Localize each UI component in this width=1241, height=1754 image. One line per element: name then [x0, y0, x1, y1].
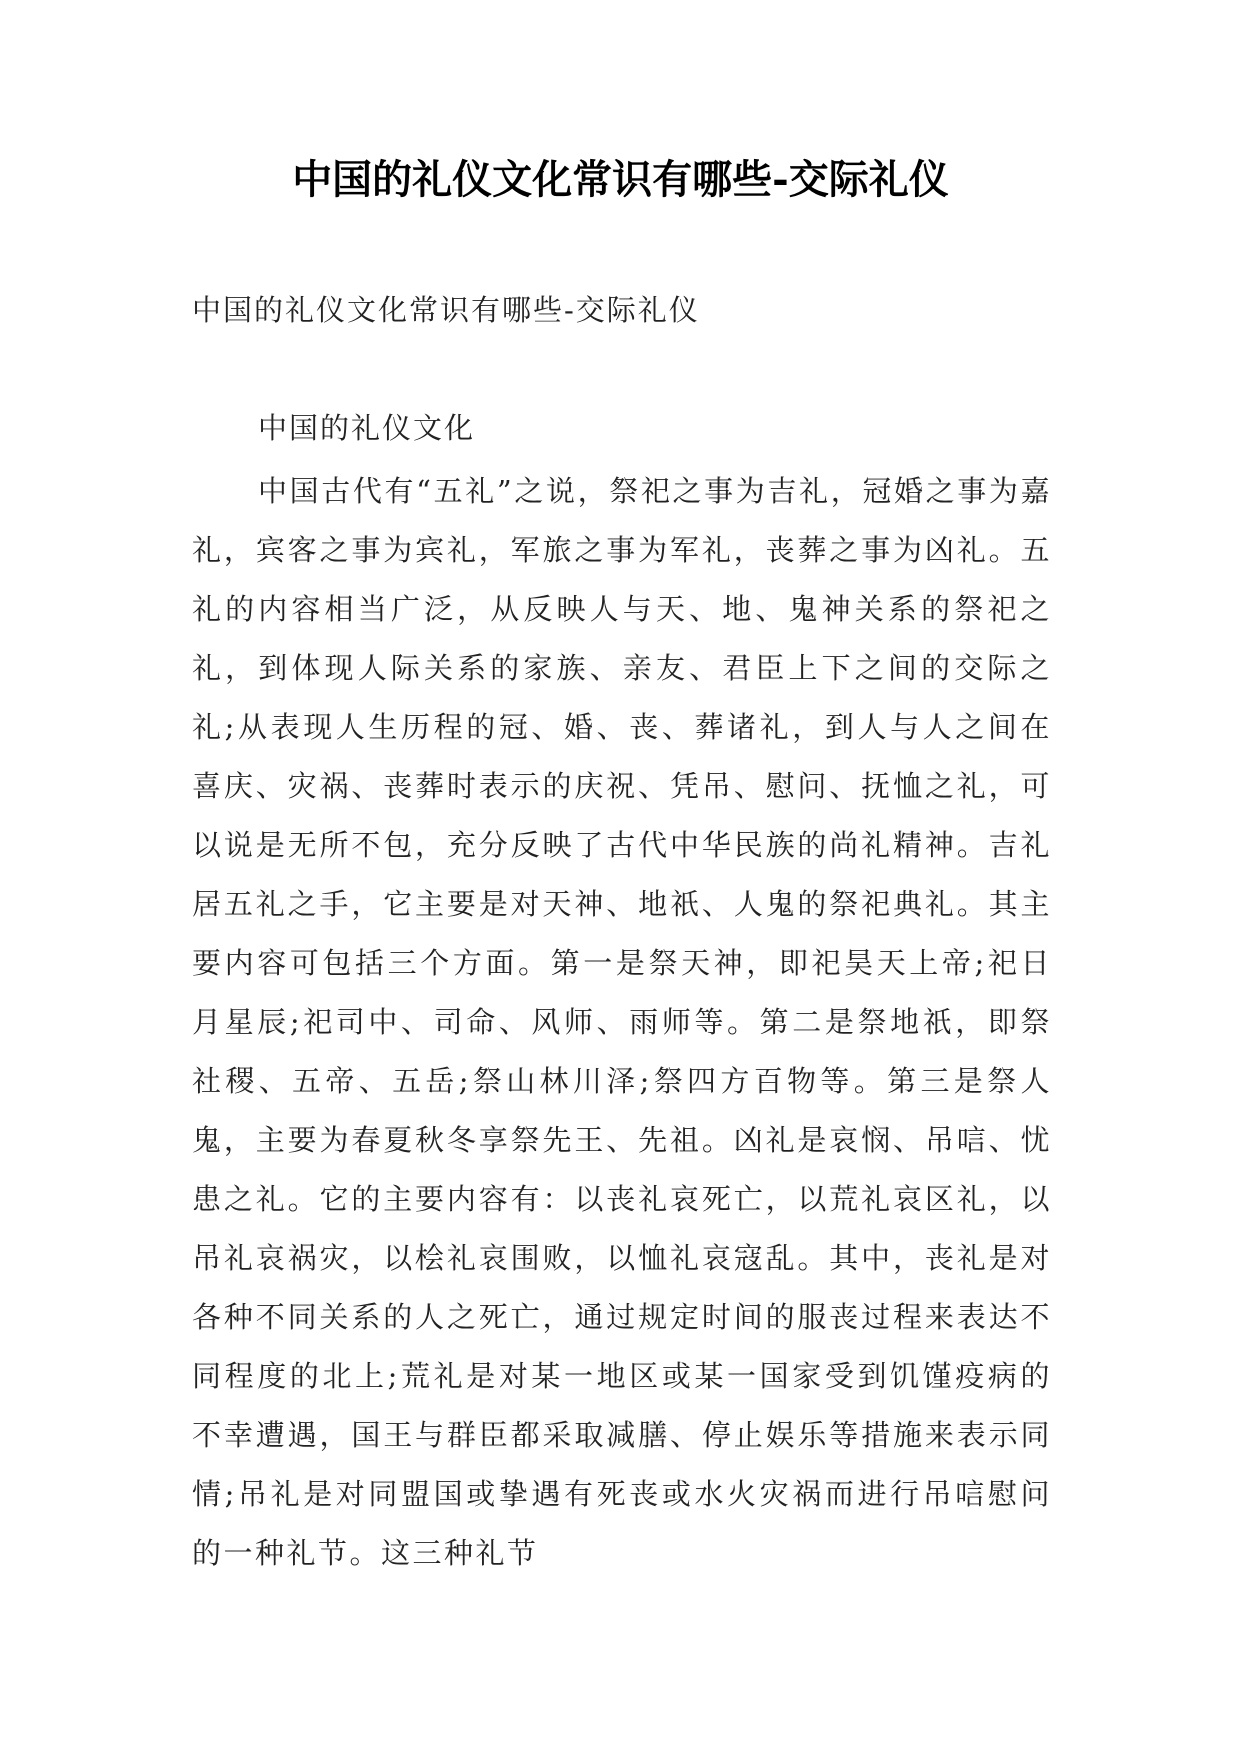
- body-paragraph: 中国古代有“五礼”之说，祭祀之事为吉礼，冠婚之事为嘉礼，宾客之事为宾礼，军旅之事为军礼，丧葬之事为凶礼。五礼的内容相当广泛，从反映人与天、地、鬼神关系的祭祀之礼，到体现人际关系的家族、亲友、君臣上下之间的交际之礼;从表现人生历程的冠、婚、丧、葬诸礼，到人与人之间在喜庆、灾祸、丧葬时表示的庆祝、凭吊、慰问、抚恤之礼，可以说是无所不包，充分反映了古代中华民族的尚礼精神。吉礼居五礼之手，它主要是对天神、地祇、人鬼的祭祀典礼。其主要内容可包括三个方面。第一是祭天神，即祀昊天上帝;祀日月星辰;祀司中、司命、风师、雨师等。第二是祭地祇，即祭社稷、五帝、五岳;祭山林川泽;祭四方百物等。第三是祭人鬼，主要为春夏秋冬享祭先王、先祖。凶礼是哀悯、吊唁、忧患之礼。它的主要内容有：以丧礼哀死亡，以荒礼哀区礼，以吊礼哀祸灾，以桧礼哀围败，以恤礼哀寇乱。其中，丧礼是对各种不同关系的人之死亡，通过规定时间的服丧过程来表达不同程度的北上;荒礼是对某一地区或某一国家受到饥馑疫病的不幸遭遇，国王与群臣都采取减膳、停止娱乐等措施来表示同情;吊礼是对同盟国或挚遇有死丧或水火灾祸而进行吊唁慰问的一种礼节。这三种礼节: [192, 474, 1052, 1570]
- document-subtitle: 中国的礼仪文化常识有哪些-交际礼仪: [192, 293, 700, 327]
- document-title: 中国的礼仪文化常识有哪些-交际礼仪: [292, 156, 949, 203]
- section-heading: 中国的礼仪文化: [258, 411, 476, 445]
